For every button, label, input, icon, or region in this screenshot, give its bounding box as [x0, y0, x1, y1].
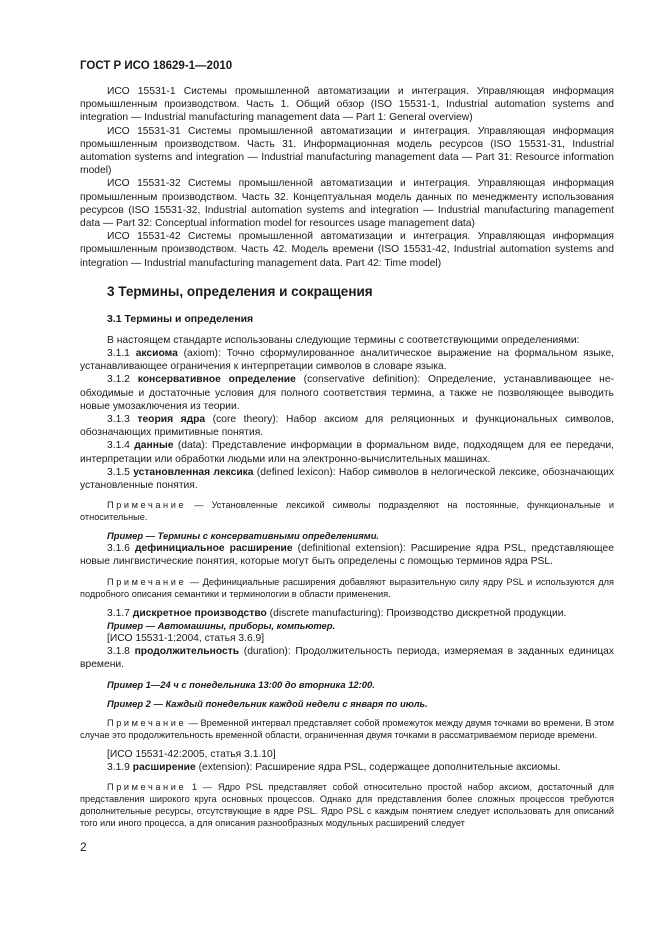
document-header: ГОСТ Р ИСО 18629-1—2010 — [80, 60, 233, 72]
section-title: 3 Термины, определения и сокращения — [107, 283, 373, 299]
term-3-1-4: 3.1.4 данные (data): Представление информации в формальном виде, подходящем для ее передачи, интерпретации или обработки людьми или на электронно-вычислительных машинах. — [80, 440, 614, 465]
term-name: установленная лексика — [133, 466, 254, 478]
subsection-title: 3.1 Термины и определения — [107, 312, 254, 325]
reference-iso-15531-32: ИСО 15531-32 Системы промышленной автоматизации и интеграция. Управляющая информация промышленным производством. Часть 32. Концептуальная модель данных по менеджменту использования ресурсов (ISO 15531-32, Industrial automation systems and integration — Industrial manufacturing management data — Part 32: Conceptual information model for resources usage management data) — [80, 178, 614, 230]
term-name: данные — [134, 440, 174, 452]
page-number: 2 — [80, 840, 87, 854]
term-3-1-1: 3.1.1 аксиома (axiom): Точно сформулированное аналитическое выражение на формальном языке, устанавливающее ограничения к интерпретации символов в словаре языка. — [80, 348, 614, 373]
document-page — [80, 60, 614, 829]
term-3-1-2: 3.1.2 консервативное определение (conservative definition): Определение, устанавливающее необходимые и достаточные условия для полного соответствия термина, а также не позволяющее выводить новые умозаключения из теории. — [80, 374, 614, 412]
term-name: консервативное определение — [137, 374, 296, 386]
example-conservative: Пример — Термины с консервативными определениями. — [107, 530, 380, 542]
source-reference: [ИСО 15531-1:2004, статья 3.6.9] — [107, 632, 265, 644]
term-name: дискретное производство — [132, 607, 267, 619]
source-reference: [ИСО 15531-42:2005, статья 3.1.10] — [107, 748, 276, 760]
term-3-1-6: 3.1.6 дефинициальное расширение (definitional extension): Расширение ядра PSL, представляющее новые лингвистические понятия, которые могут быть определены с помощью терминов ядра PSL. — [80, 543, 614, 568]
term-name: дефинициальное расширение — [134, 543, 293, 555]
reference-iso-15531-1: ИСО 15531-1 Системы промышленной автоматизации и интеграция. Управляющая информация промышленным производством. Часть 1. Общий обзор (ISO 15531-1, Industrial automation systems and integration — Industrial manufacturing management data — Part 1: General overview) — [80, 86, 614, 124]
example-duration-2: Пример 2 — Каждый понедельник каждой недели с января по июль. — [107, 697, 428, 709]
term-3-1-3: 3.1.3 теория ядра (core theory): Набор аксиом для реляционных и функциональных символов, обозначающих примитивные понятия. — [80, 414, 614, 439]
term-3-1-8: 3.1.8 продолжительность (duration): Продолжительность периода, измеряемая в заданных единицах времени. — [80, 646, 614, 671]
note-time-interval: Примечание — Временной интервал представляет собой промежуток между двумя точками во времени. В этом случае это продолжительность временной области, ограниченная двумя точками в рассматриваемом периоде времени. — [80, 717, 614, 740]
term-3-1-7: 3.1.7 дискретное производство (discrete manufacturing): Производство дискретной продукции. — [107, 607, 567, 619]
reference-iso-15531-42: ИСО 15531-42 Системы промышленной автоматизации и интеграция. Управляющая информация промышленным производством. Часть 42. Модель времени (ISO 15531-42, Industrial automation systems and integration — Industrial manufacturing management data. Part 42: Time model) — [80, 231, 614, 269]
term-name: расширение — [132, 761, 196, 773]
note-defined-lexicon: Примечание — Установленные лексикой символы подразделяют на постоянные, функциональные и относительные. — [80, 500, 614, 523]
term-name: аксиома — [135, 348, 178, 360]
example-duration-1: Пример 1—24 ч с понедельника 13:00 до вторника 12:00. — [107, 678, 375, 690]
term-3-1-5: 3.1.5 установленная лексика (defined lexicon): Набор символов в нелогической лексике, обозначающих установленные понятия. — [80, 466, 614, 492]
term-name: продолжительность — [134, 646, 240, 658]
note-extension: Примечание 1 — Ядро PSL представляет собой относительно простой набор аксиом, достаточный для представления широкого круга основных процессов. Однако для представления более сложных процессов требуются дополнительные ресурсы, отсутствующие в ядре PSL. Ядро PSL с каждым понятием следует использовать для описаний того или иного процесса, а для описания разнообразных модульных расширений следует — [80, 781, 614, 828]
example-discrete: Пример — Автомашины, приборы, компьютер. — [107, 619, 336, 631]
term-name: теория ядра — [137, 414, 206, 426]
term-3-1-9: 3.1.9 расширение (extension): Расширение ядра PSL, содержащее дополнительные аксиомы. — [107, 761, 561, 773]
intro-paragraph: В настоящем стандарте использованы следующие термины с соответствующими определениями: — [107, 334, 580, 346]
reference-iso-15531-31: ИСО 15531-31 Системы промышленной автоматизации и интеграция. Управляющая информация промышленным производством. Часть 31. Информационная модель ресурсов (ISO 15531-31, Industrial automation systems and integration — Industrial manufacturing management data — Part 31: Resource information model) — [80, 125, 614, 177]
note-definitional-extension: Примечание — Дефинициальные расширения добавляют выразительную силу ядру PSL и используются для подробного описания семантики и терминологии в области применения. — [80, 576, 614, 599]
